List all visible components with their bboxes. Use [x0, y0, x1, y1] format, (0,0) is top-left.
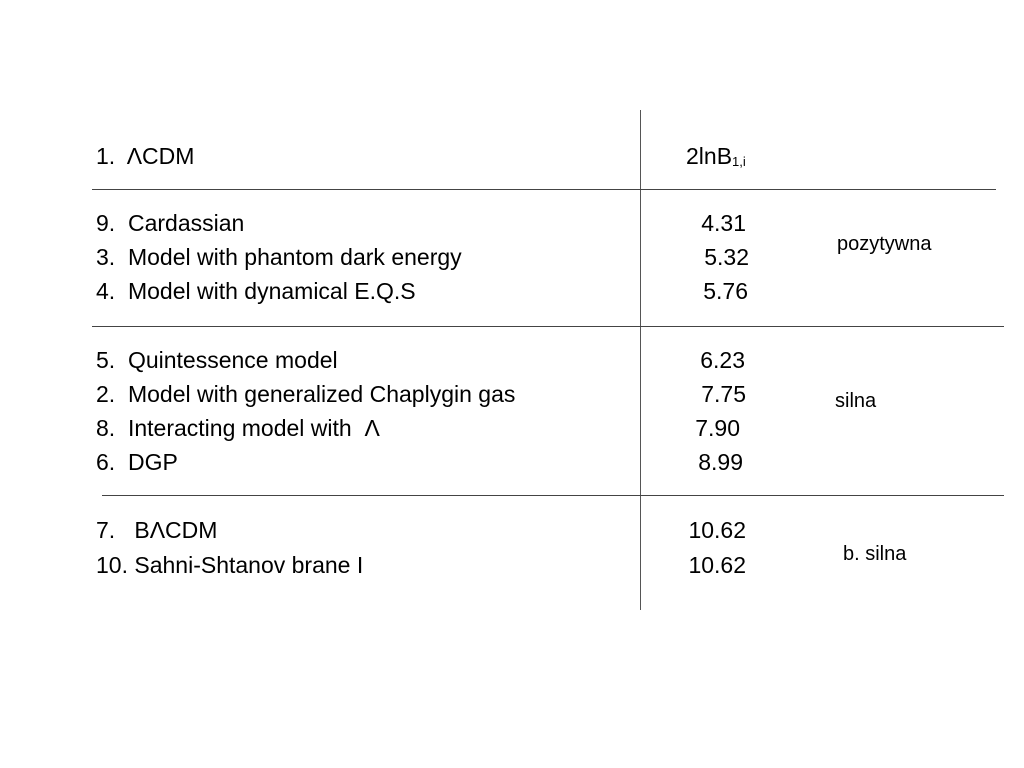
group-divider-1: [92, 326, 1004, 327]
header-model-label: 1. ΛCDM: [96, 143, 195, 169]
header-value-subscript: 1,i: [732, 154, 746, 169]
table-row-model: 8. Interacting model with Λ: [96, 415, 380, 441]
table-row-model: 5. Quintessence model: [96, 347, 338, 373]
category-label: b. silna: [843, 543, 907, 565]
table-row-value: 4.31: [701, 210, 746, 236]
table-row-model: 3. Model with phantom dark energy: [96, 244, 462, 270]
table-row-model: 7. BΛCDM: [96, 517, 218, 543]
table-row-value: 6.23: [700, 347, 745, 373]
table-row-value: 5.76: [703, 278, 748, 304]
table-row-model: 4. Model with dynamical E.Q.S: [96, 278, 416, 304]
category-label: pozytywna: [837, 233, 932, 255]
header-divider: [92, 189, 996, 190]
category-label: silna: [835, 390, 877, 412]
table-row-value: 7.90: [695, 415, 740, 441]
table-row-model: 6. DGP: [96, 449, 178, 475]
table-row-value: 10.62: [688, 517, 746, 543]
table-row-value: 10.62: [688, 552, 746, 578]
group-divider-2: [102, 495, 1004, 496]
table-row-value: 5.32: [704, 244, 749, 270]
header-value-main: 2lnB: [686, 143, 733, 169]
table-row-value: 7.75: [701, 381, 746, 407]
table-row-model: 10. Sahni-Shtanov brane I: [96, 552, 364, 578]
table-row-value: 8.99: [698, 449, 743, 475]
header-value-label: [686, 143, 746, 175]
table-row-model: 9. Cardassian: [96, 210, 245, 236]
table-row-model: 2. Model with generalized Chaplygin gas: [96, 381, 516, 407]
